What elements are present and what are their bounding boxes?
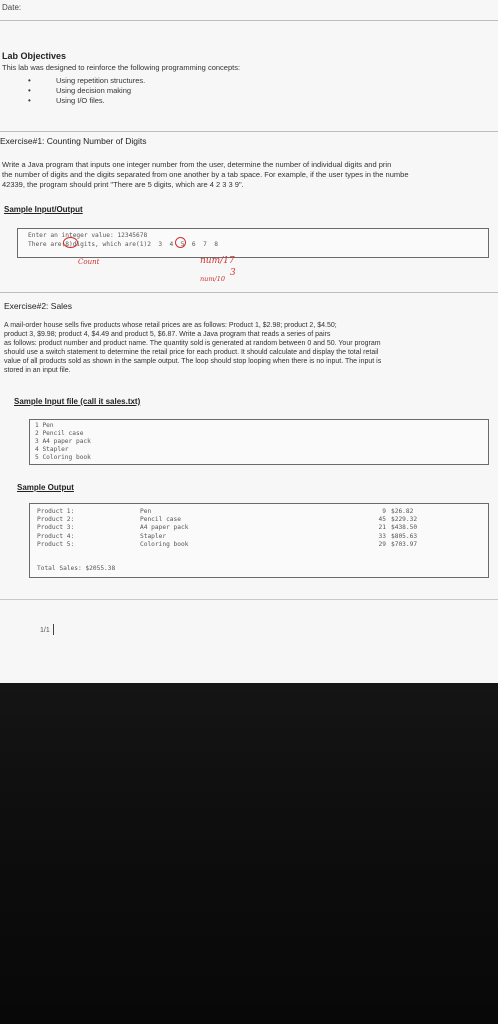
output-qty: 21 <box>378 524 386 532</box>
output-qty: 33 <box>378 532 386 540</box>
objective-item: • Using I/O files. <box>28 96 145 106</box>
date-label: Date: <box>2 3 22 12</box>
output-name: Pencil case <box>140 516 181 524</box>
divider <box>0 20 498 21</box>
sample-output-title: Sample Output <box>17 483 74 492</box>
output-label: Product 1: <box>37 508 75 515</box>
output-label-column <box>37 508 74 549</box>
objective-item: • Using decision making <box>28 86 145 96</box>
exercise1-sample-title: Sample Input/Output <box>4 205 83 214</box>
output-amount: $438.50 <box>391 524 418 532</box>
output-qty-column <box>372 508 386 549</box>
output-amount: $26.82 <box>391 508 414 515</box>
exercise2-desc-line: stored in an input file. <box>4 367 71 374</box>
text-cursor <box>53 624 54 635</box>
output-label: Product 5: <box>37 540 75 548</box>
objective-item: • Using repetition structures. <box>28 76 145 86</box>
divider <box>0 292 498 293</box>
sample-io-line: Enter an integer value: 12345678 <box>28 232 148 239</box>
output-name: A4 paper pack <box>140 524 189 532</box>
input-line: 3 A4 paper pack <box>35 438 91 445</box>
exercise2-desc-line: value of all products sold as shown in the sample output. The loop should stop looping when there is no input. The input is <box>4 358 382 365</box>
input-line: 1 Pen <box>35 422 54 429</box>
output-qty: 45 <box>378 516 386 524</box>
dark-background-area <box>0 683 498 1024</box>
exercise1-desc-line: 42339, the program should print "There are 5 digits, which are 4 2 3 3 9". <box>2 180 244 189</box>
output-amount: $805.63 <box>391 532 418 540</box>
exercise1-desc-line: the number of digits and the digits separated from one another by a tab space. For example, if the user types in the numbe <box>2 170 409 179</box>
exercise2-desc-line: product 3, $9.98; product 4, $4.49 and product 5, $6.87. Write a Java program that reads a series of pairs <box>4 331 331 338</box>
output-label: Product 3: <box>37 524 75 532</box>
output-name: Pen <box>140 508 152 515</box>
sample-input-title: Sample Input file (call it sales.txt) <box>14 397 141 406</box>
output-name: Coloring book <box>140 540 189 548</box>
handwritten-circle <box>175 237 186 248</box>
handwritten-num17: num/17 <box>200 256 235 266</box>
objectives-list <box>28 76 145 106</box>
output-label: Product 4: <box>37 532 75 540</box>
output-amount: $703.97 <box>391 540 418 548</box>
sample-io-line: There are(8)digits, which are(1)2 3 4 5 6 7 8 <box>28 241 218 248</box>
output-qty: 29 <box>378 540 386 548</box>
output-amount-column <box>391 508 417 549</box>
exercise2-title: Exercise#2: Sales <box>4 301 73 311</box>
exercise2-desc-line: A mail-order house sells five products whose retail prices are as follows: Product 1, $2.98; product 2, $4.50; <box>4 322 337 329</box>
handwritten-circle <box>63 237 78 248</box>
output-amount: $229.32 <box>391 516 418 524</box>
handwritten-superscript: 3 <box>230 268 236 278</box>
input-line: 4 Stapler <box>35 446 69 453</box>
divider <box>0 131 498 132</box>
handwritten-count: Count <box>78 258 100 266</box>
divider <box>0 599 498 600</box>
sample-io-box <box>17 228 489 258</box>
output-name-column <box>140 508 188 549</box>
lab-objectives-title: Lab Objectives <box>2 51 67 61</box>
exercise2-desc-line: as follows: product number and product name. The quantity sold is generated at random between 0 and 50. Your program <box>4 340 381 347</box>
sample-input-box <box>29 419 489 465</box>
output-qty: 9 <box>382 508 386 515</box>
total-sales-line: Total Sales: $2055.38 <box>37 565 116 572</box>
sample-output-box <box>29 503 489 578</box>
input-line: 5 Coloring book <box>35 454 91 461</box>
exercise1-desc-line: Write a Java program that inputs one integer number from the user, determine the number of individual digits and prin <box>2 160 392 169</box>
exercise1-title: Exercise#1: Counting Number of Digits <box>0 136 147 146</box>
handwritten-num10: num/10 <box>200 275 225 283</box>
page-indicator: 1/1 <box>40 627 50 634</box>
lab-objectives-intro: This lab was designed to reinforce the following programming concepts: <box>2 63 241 72</box>
input-line: 2 Pencil case <box>35 430 84 437</box>
output-name: Stapler <box>140 532 167 540</box>
output-label: Product 2: <box>37 516 75 524</box>
exercise2-desc-line: should use a switch statement to determine the retail price for each product. It should calculate and display the total retail <box>4 349 379 356</box>
